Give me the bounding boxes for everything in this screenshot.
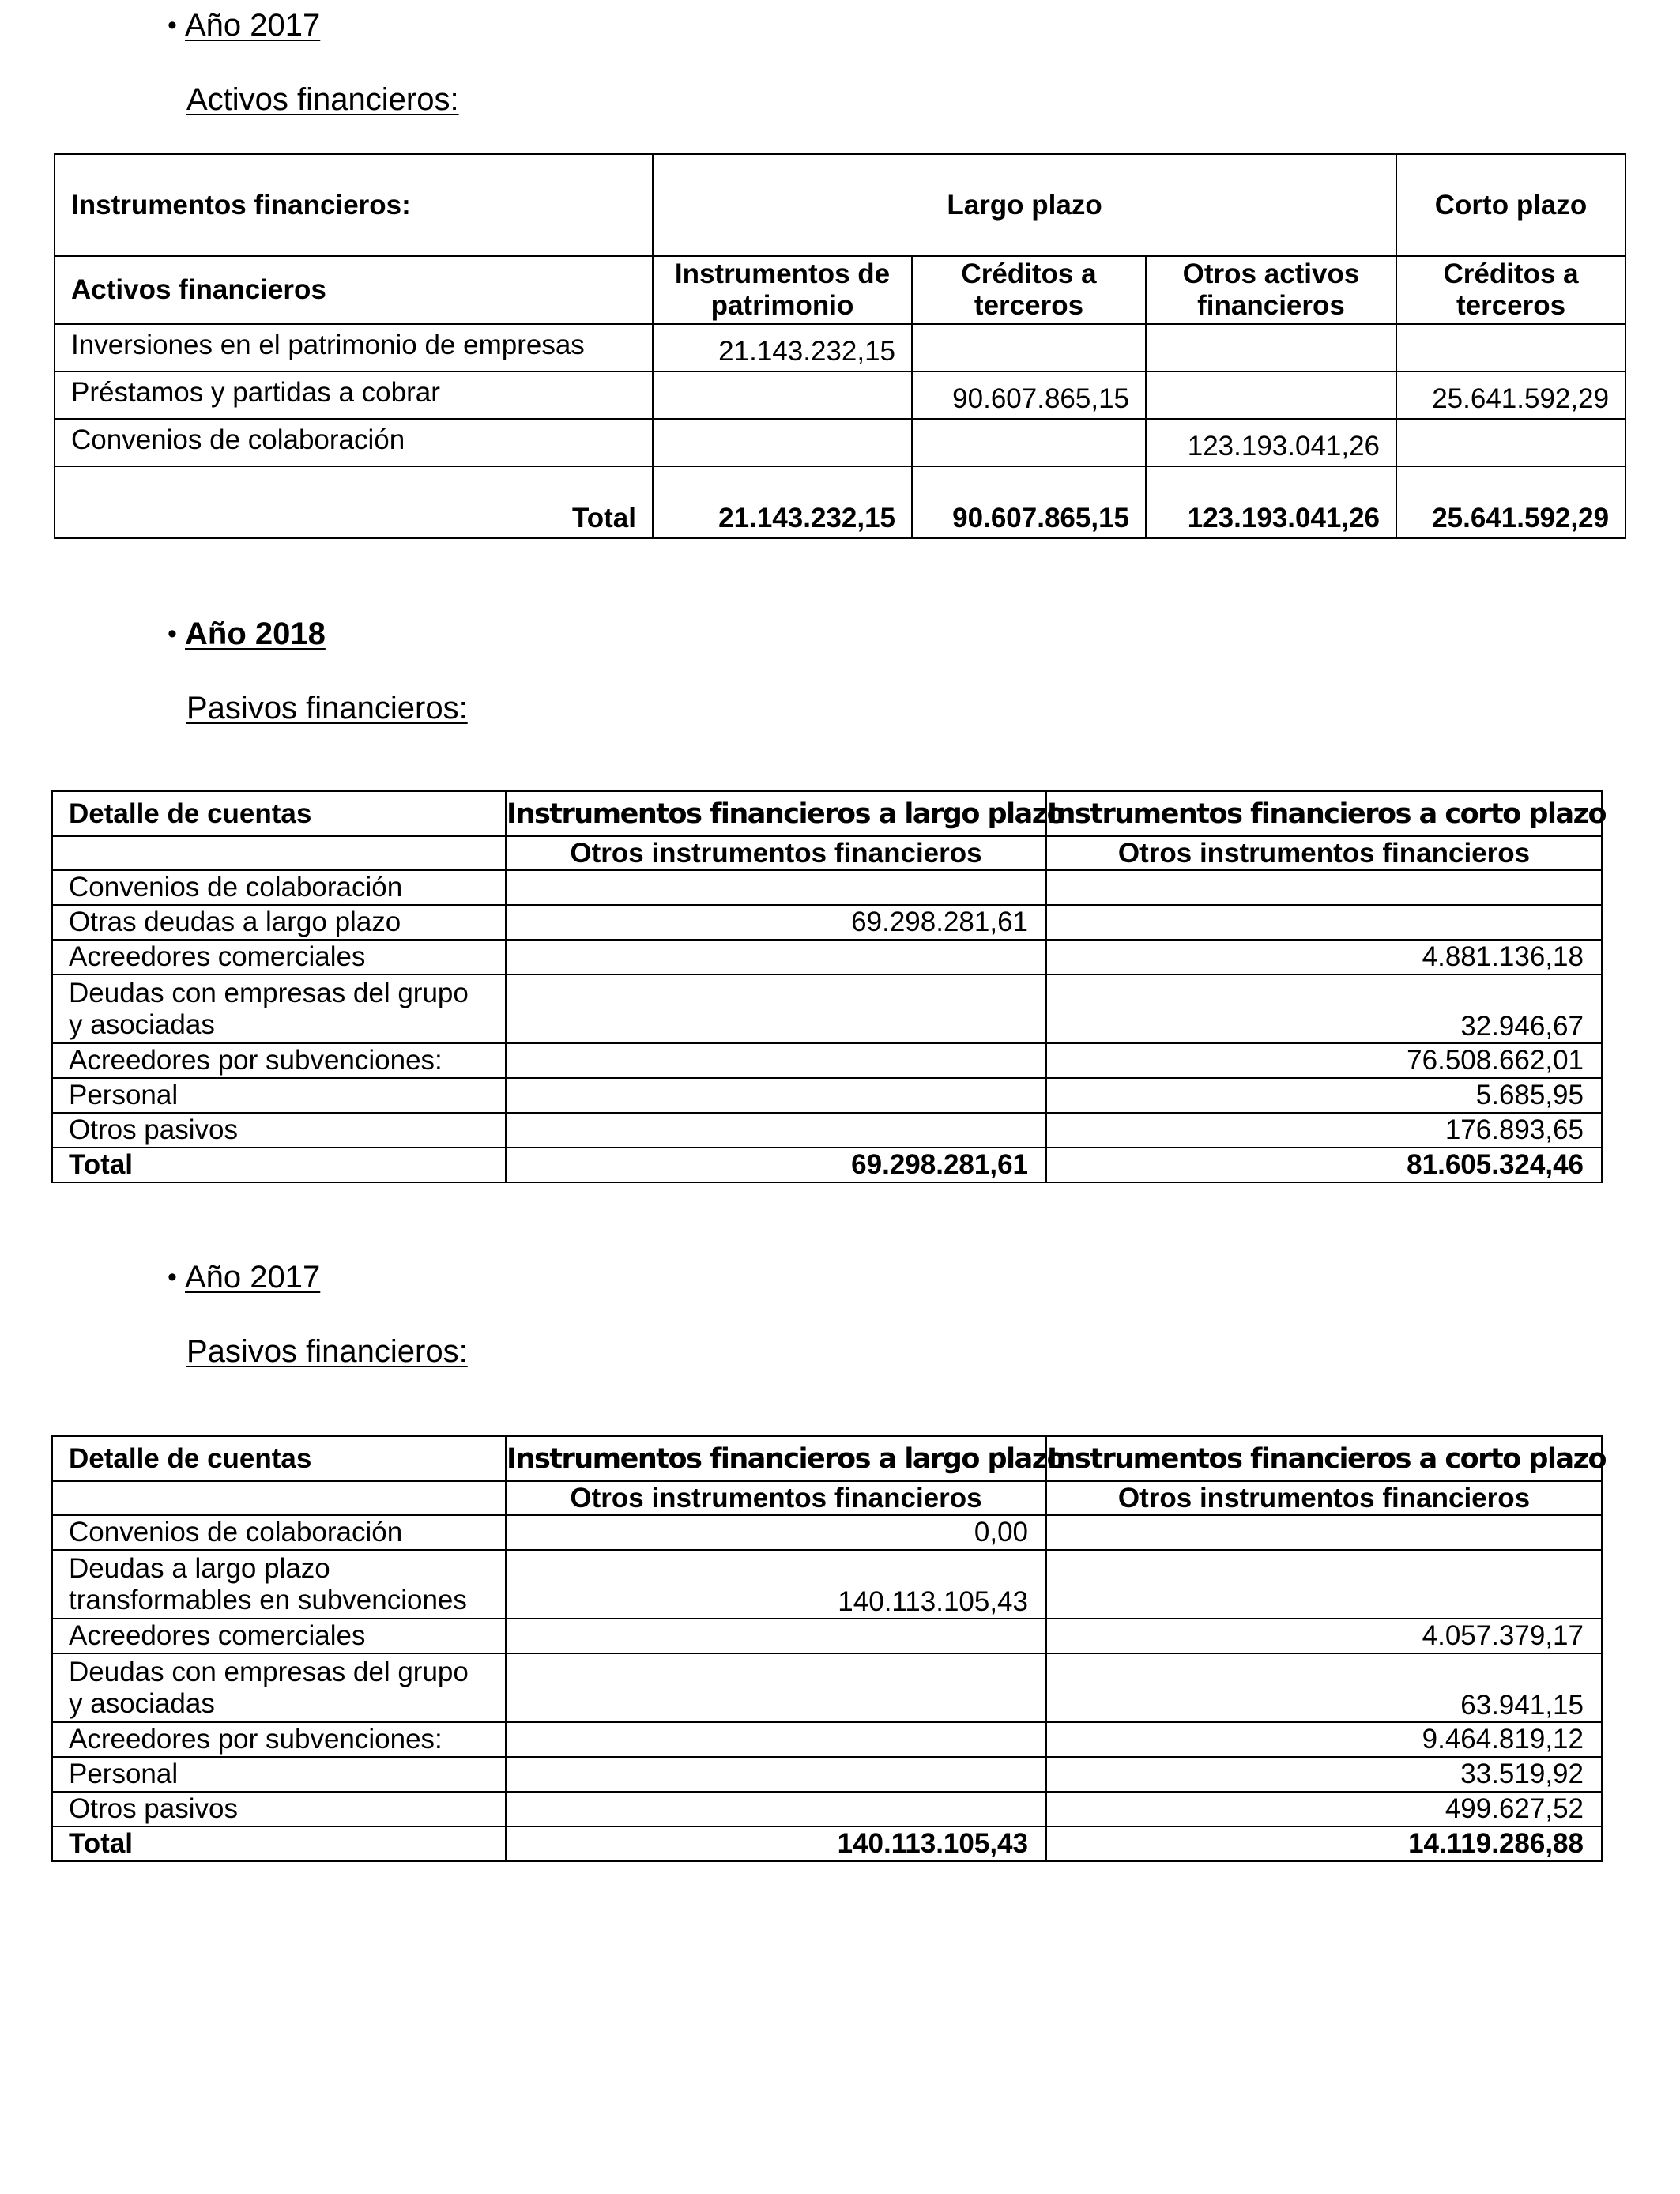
table-cell — [506, 1757, 1046, 1792]
header-cell: Otros activos financieros — [1146, 256, 1396, 324]
row-label-line: y asociadas — [69, 1687, 215, 1719]
total-cell: 123.193.041,26 — [1146, 466, 1396, 538]
table-cell: 25.641.592,29 — [1396, 371, 1625, 419]
table-cell — [1146, 324, 1396, 371]
table-cell: 140.113.105,43 — [506, 1550, 1046, 1619]
table-cell — [1046, 905, 1602, 940]
header-cell: Otros instrumentos financieros — [1046, 1481, 1602, 1515]
activos-table-2017 — [54, 153, 1626, 539]
header-cell: Instrumentos financieros a largo plazo — [506, 791, 1046, 836]
table-cell: 33.519,92 — [1046, 1757, 1602, 1792]
total-cell: 14.119.286,88 — [1046, 1826, 1602, 1861]
table-cell — [1046, 1550, 1602, 1619]
row-label: Otros pasivos — [52, 1113, 506, 1148]
pasivos-table-2018 — [51, 790, 1606, 1183]
table-header-row — [52, 791, 1602, 836]
header-cell: Instrumentos de patrimonio — [653, 256, 912, 324]
table-row — [52, 1792, 1602, 1826]
table-row — [55, 419, 1625, 466]
pasivos-table-2017 — [51, 1435, 1606, 1862]
row-label-line: Deudas a largo plazo — [69, 1552, 330, 1584]
table-cell — [653, 371, 912, 419]
table-row — [52, 974, 1602, 1043]
table-cell: 0,00 — [506, 1515, 1046, 1550]
header-cell: Instrumentos financieros a corto plazo — [1046, 1436, 1602, 1481]
total-row — [52, 1148, 1602, 1182]
table-row — [52, 1515, 1602, 1550]
row-label-line: Deudas con empresas del grupo — [69, 977, 469, 1008]
bullet-icon: • — [168, 619, 177, 649]
total-row — [55, 466, 1625, 538]
row-label: Convenios de colaboración — [52, 1515, 506, 1550]
row-label-line: Deudas con empresas del grupo — [69, 1656, 469, 1687]
header-cell: Otros instrumentos financieros — [506, 1481, 1046, 1515]
table-cell — [506, 1722, 1046, 1757]
row-label: Acreedores por subvenciones: — [52, 1722, 506, 1757]
table-cell — [912, 419, 1146, 466]
table-row — [52, 1619, 1602, 1653]
table-header-row — [52, 836, 1602, 870]
subtitle-pasivos-2017: Pasivos financieros: — [186, 1334, 468, 1369]
header-cell: Detalle de cuentas — [52, 791, 506, 836]
table-cell — [1046, 1515, 1602, 1550]
table-cell: 499.627,52 — [1046, 1792, 1602, 1826]
table-cell — [653, 419, 912, 466]
table-cell: 63.941,15 — [1046, 1653, 1602, 1722]
table-row — [52, 1550, 1602, 1619]
table-cell — [506, 1078, 1046, 1113]
total-cell: 81.605.324,46 — [1046, 1148, 1602, 1182]
table-row — [52, 1043, 1602, 1078]
row-label: Acreedores por subvenciones: — [52, 1043, 506, 1078]
year-label: Año 2017 — [185, 1260, 321, 1295]
table-row — [52, 1078, 1602, 1113]
table-cell: 21.143.232,15 — [653, 324, 912, 371]
year-label: Año 2018 — [185, 616, 326, 651]
bullet-icon: • — [168, 1262, 177, 1292]
row-label: Préstamos y partidas a cobrar — [55, 371, 653, 419]
row-label: Convenios de colaboración — [52, 870, 506, 905]
row-label: Convenios de colaboración — [55, 419, 653, 466]
table-cell: 69.298.281,61 — [506, 905, 1046, 940]
empty-cell — [52, 836, 506, 870]
table-cell — [912, 324, 1146, 371]
table-row — [52, 1113, 1602, 1148]
table-cell — [506, 1792, 1046, 1826]
table-cell — [1046, 870, 1602, 905]
section-heading-2017-pasivos — [168, 1260, 320, 1295]
header-cell: Créditos a terceros — [912, 256, 1146, 324]
table-cell: 9.464.819,12 — [1046, 1722, 1602, 1757]
header-cell: Largo plazo — [653, 154, 1396, 256]
row-label — [52, 1550, 506, 1619]
table-header-row — [52, 1436, 1602, 1481]
total-cell: 140.113.105,43 — [506, 1826, 1046, 1861]
total-label: Total — [52, 1826, 506, 1861]
table-row — [52, 1722, 1602, 1757]
row-label-line: y asociadas — [69, 1008, 215, 1040]
row-label: Personal — [52, 1757, 506, 1792]
total-cell: 69.298.281,61 — [506, 1148, 1046, 1182]
table-cell — [506, 940, 1046, 974]
empty-cell — [52, 1481, 506, 1515]
total-cell: 21.143.232,15 — [653, 466, 912, 538]
table-cell: 76.508.662,01 — [1046, 1043, 1602, 1078]
row-label-line: transformables en subvenciones — [69, 1584, 467, 1615]
section-heading-2017-activos — [168, 8, 320, 43]
header-cell: Detalle de cuentas — [52, 1436, 506, 1481]
table-row — [52, 905, 1602, 940]
table-cell — [506, 870, 1046, 905]
header-cell: Instrumentos financieros a largo plazo — [506, 1436, 1046, 1481]
table-cell — [506, 1043, 1046, 1078]
subtitle-pasivos-2018: Pasivos financieros: — [186, 691, 468, 726]
row-label — [52, 974, 506, 1043]
table-cell — [506, 974, 1046, 1043]
table-header-row — [55, 256, 1625, 324]
section-heading-2018-pasivos — [168, 616, 326, 651]
table-row — [55, 324, 1625, 371]
header-cell: Activos financieros — [55, 256, 653, 324]
row-label — [52, 1653, 506, 1722]
header-cell: Corto plazo — [1396, 154, 1625, 256]
table-row — [52, 1653, 1602, 1722]
subtitle-activos: Activos financieros: — [186, 82, 459, 117]
row-label: Personal — [52, 1078, 506, 1113]
table-cell: 5.685,95 — [1046, 1078, 1602, 1113]
table-cell — [506, 1619, 1046, 1653]
row-label: Acreedores comerciales — [52, 940, 506, 974]
table-header-row — [52, 1481, 1602, 1515]
table-row — [55, 371, 1625, 419]
table-cell: 90.607.865,15 — [912, 371, 1146, 419]
table-row — [52, 870, 1602, 905]
table-row — [52, 940, 1602, 974]
table-cell — [1396, 324, 1625, 371]
table-cell: 176.893,65 — [1046, 1113, 1602, 1148]
table-cell: 4.881.136,18 — [1046, 940, 1602, 974]
total-cell: 90.607.865,15 — [912, 466, 1146, 538]
header-cell: Otros instrumentos financieros — [506, 836, 1046, 870]
header-cell: Créditos a terceros — [1396, 256, 1625, 324]
table-cell: 32.946,67 — [1046, 974, 1602, 1043]
table-cell: 4.057.379,17 — [1046, 1619, 1602, 1653]
total-label: Total — [55, 466, 653, 538]
total-label: Total — [52, 1148, 506, 1182]
total-row — [52, 1826, 1602, 1861]
table-row — [52, 1757, 1602, 1792]
bullet-icon: • — [168, 10, 177, 40]
table-cell — [1146, 371, 1396, 419]
row-label: Inversiones en el patrimonio de empresas — [55, 324, 653, 371]
table-cell: 123.193.041,26 — [1146, 419, 1396, 466]
table-cell — [506, 1113, 1046, 1148]
row-label: Otros pasivos — [52, 1792, 506, 1826]
header-cell: Instrumentos financieros: — [55, 154, 653, 256]
header-cell: Otros instrumentos financieros — [1046, 836, 1602, 870]
table-cell — [1396, 419, 1625, 466]
header-cell: Instrumentos financieros a corto plazo — [1046, 791, 1602, 836]
year-label: Año 2017 — [185, 8, 321, 43]
row-label: Otras deudas a largo plazo — [52, 905, 506, 940]
table-header-row — [55, 154, 1625, 256]
row-label: Acreedores comerciales — [52, 1619, 506, 1653]
total-cell: 25.641.592,29 — [1396, 466, 1625, 538]
table-cell — [506, 1653, 1046, 1722]
